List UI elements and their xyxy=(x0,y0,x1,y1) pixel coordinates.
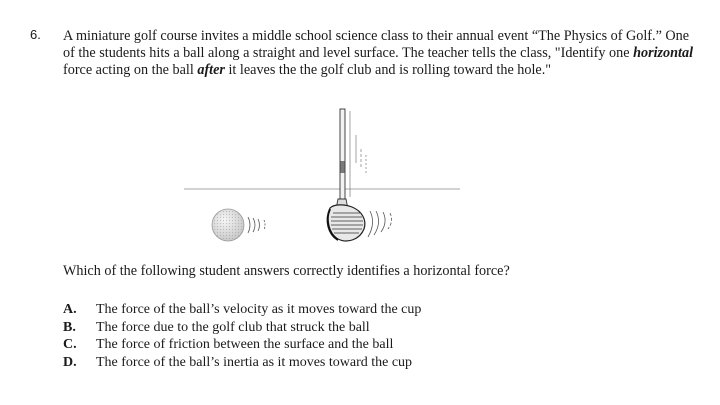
choice-c[interactable] xyxy=(63,336,421,354)
ball-motion-lines-icon xyxy=(248,217,265,233)
golf-ball-icon xyxy=(212,209,244,241)
question-stem xyxy=(63,28,703,79)
question-number: 6. xyxy=(30,27,41,42)
choice-letter: B. xyxy=(63,319,76,335)
stem-text-3: it leaves the the golf club and is rolling toward the hole." xyxy=(224,62,552,78)
choice-letter: D. xyxy=(63,354,77,370)
choice-a[interactable] xyxy=(63,301,421,319)
club-motion-lines-icon xyxy=(368,211,392,237)
stem-emphasis-horizontal: horizontal xyxy=(633,45,694,61)
answer-choices xyxy=(63,301,421,371)
choice-text: The force due to the golf club that struck the ball xyxy=(96,319,370,335)
choice-d[interactable] xyxy=(63,354,421,372)
stem-text-1: A miniature golf course invites a middle school science class to their annual event “The Physics of Golf.” One of the students hits a ball along a straight and level surface. The teacher tells the class, "Identify one xyxy=(63,28,690,61)
choice-text: The force of friction between the surface and the ball xyxy=(96,337,394,352)
question-prompt: Which of the following student answers correctly identifies a horizontal force? xyxy=(63,263,510,279)
stem-emphasis-after: after xyxy=(197,62,225,78)
choice-text: The force of the ball’s velocity as it moves toward the cup xyxy=(96,302,422,317)
golf-club-icon xyxy=(328,109,366,241)
choice-letter: A. xyxy=(63,302,77,317)
choice-b[interactable] xyxy=(63,319,421,337)
stem-text-2: force acting on the ball xyxy=(63,62,198,78)
choice-text: The force of the ball’s inertia as it moves toward the cup xyxy=(96,354,413,370)
choice-letter: C. xyxy=(63,337,77,352)
golf-figure xyxy=(180,105,470,255)
